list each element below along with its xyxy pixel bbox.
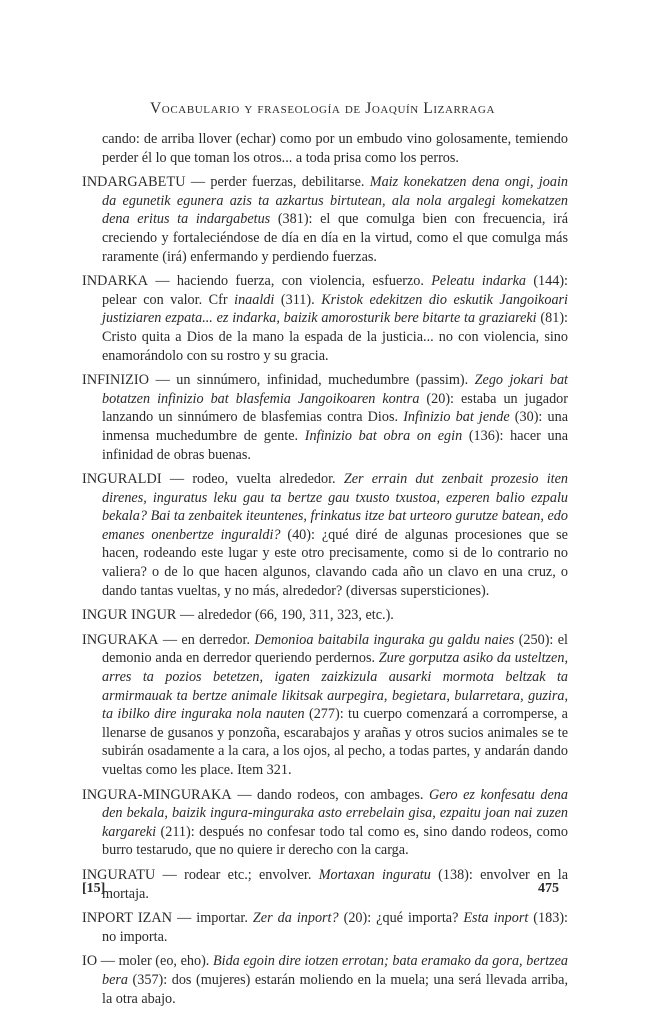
basque-quotation: Zure gorputza asiko da usteltzen, arres ta pozios betetzen, igaten zaizkizula ausarki mormota beltzak ta armirmauak ta bertze animale likitsak aurpegira, begietara, bularretara, guzira, ta ibilko dire inguraka nola nauten bbox=[102, 650, 568, 723]
basque-quotation: Peleatu indarka bbox=[431, 273, 527, 290]
entry-headword: IO bbox=[82, 953, 98, 970]
basque-quotation: Esta inport bbox=[463, 910, 529, 927]
basque-quotation: Demonioa baitabila inguraka gu galdu naies bbox=[254, 631, 515, 648]
dictionary-entry bbox=[82, 631, 568, 780]
dictionary-entry bbox=[82, 606, 568, 625]
entry-text: (250): el demonio anda en derredor queriendo perdernos. bbox=[102, 631, 568, 667]
basque-quotation: Zer da inport? bbox=[252, 910, 339, 927]
entry-text: (136): hacer una infinidad de obras buenas. bbox=[102, 427, 568, 463]
entry-text: (381): el que comulga bien con frecuencia, irá creciendo y fortaleciéndose de día en día en la virtud, como el que comulga más raramente (irá) enfermando y perdiendo fuerzas. bbox=[102, 211, 568, 265]
dictionary-entry bbox=[82, 272, 568, 365]
dictionary-entry bbox=[82, 173, 568, 266]
basque-quotation: Infinizio bat jende bbox=[403, 409, 510, 426]
basque-quotation: Zer errain dut zenbait prozesio iten direnes, inguratus leku gau ta bertze gau txusto txustoa, ezperen balio ezpalu bekala? Bai ta zenbaitek iteuntenes, frinkatus itze bat urteoro gurutze batean, edo emanes onenbertze inguraldi? bbox=[102, 471, 568, 543]
entry-text: (211): después no confesar todo tal como es, sino dando rodeos, como burro testarudo, que no quiere ir derecho con la carga. bbox=[102, 823, 568, 859]
entry-text: (183): no importa. bbox=[102, 910, 568, 945]
basque-quotation: Infinizio bat obra on egin bbox=[304, 427, 463, 444]
entry-text: — rodear etc.; envolver. bbox=[155, 866, 319, 883]
page-number: 475 bbox=[538, 881, 559, 896]
basque-quotation: Maiz konekatzen dena ongi, joain da egunetik egunera azis ta azkartus birtutean, ala nola argalegi komekatzen dena eritus ta indargabetus bbox=[102, 174, 568, 228]
entry-text: (144): pelear con valor. Cfr bbox=[102, 273, 568, 308]
entry-headword: INDARKA bbox=[82, 273, 149, 290]
entry-text: (357): dos (mujeres) estarán moliendo en la muela; una será llevada arriba, la otra abajo. bbox=[102, 971, 568, 1007]
dictionary-entry bbox=[82, 866, 568, 903]
running-head: Vocabulario y fraseología de Joaquín Lizarraga bbox=[150, 100, 495, 117]
entry-text: — moler (eo, eho). bbox=[97, 953, 213, 970]
entry-headword: INGURA-MINGURAKA bbox=[82, 786, 232, 803]
entry-text: — perder fuerzas, debilitarse. bbox=[185, 174, 370, 191]
dictionary-entry bbox=[82, 470, 568, 600]
entry-text: (138): envolver en la mortaja. bbox=[102, 866, 569, 902]
dictionary-entry bbox=[82, 371, 568, 464]
entry-text: — en derredor. bbox=[158, 631, 255, 648]
dictionary-entry bbox=[82, 909, 568, 946]
dictionary-entry bbox=[82, 786, 568, 860]
entry-headword: INGURAKA bbox=[82, 631, 159, 648]
entry-headword: INGURATU bbox=[82, 866, 156, 883]
basque-quotation: inaaldi bbox=[234, 291, 275, 308]
entry-text: — importar. bbox=[172, 910, 253, 927]
entry-text: — haciendo fuerza, con violencia, esfuerzo. bbox=[148, 273, 432, 290]
dictionary-body bbox=[82, 130, 568, 1014]
entry-headword: INDARGABETU bbox=[82, 174, 186, 191]
basque-quotation: Gero ez konfesatu dena den bekala, baizik ingura-minguraka asto errebelain gisa, ezpaitu joan nai zuzen kargareki bbox=[102, 786, 568, 840]
entry-text: (20): estaba un jugador lanzando un sinnúmero de blasfemias contra Dios. bbox=[102, 390, 568, 426]
entry-headword: INGURALDI bbox=[82, 471, 162, 488]
entry-text: — rodeo, vuelta alrededor. bbox=[161, 471, 344, 488]
basque-quotation: Kristok edekitzen dio eskutik Jangoikoari justiziaren ezpata... ez indarka, baizik amorosturik bere bitarte ta graziareki bbox=[102, 291, 568, 327]
entry-list bbox=[82, 173, 568, 1008]
basque-quotation: Zego jokari bat botatzen infinizio bat blasfemia Jangoikoaren kontra bbox=[102, 372, 568, 407]
entry-text: — alrededor (66, 190, 311, 323, etc.). bbox=[176, 607, 394, 624]
basque-quotation: Mortaxan inguratu bbox=[318, 866, 431, 883]
continuation-paragraph: cando: de arriba llover (echar) como por un embudo vino golosamente, temiendo perder él lo que toman los otros... a toda prisa como los perros. bbox=[102, 131, 568, 166]
entry-text: (40): ¿qué diré de algunas procesiones que se hacen, rodeando este lugar y este otro precisamente, como si de lo contrario no valiera? o de lo que hacen algunos, clavando cada año un clavo en una cruz, o dando tantas vueltas, y no más, alrededor? (diversas supersticiones). bbox=[102, 526, 568, 599]
footer-section-number: [15] bbox=[82, 881, 106, 896]
entry-text: — dando rodeos, con ambages. bbox=[231, 786, 429, 803]
entry-text: (81): Cristo quita a Dios de la mano la espada de la justicia... no con violencia, sino enamorándolo con su rostro y su gracia. bbox=[102, 310, 568, 364]
entry-headword: INPORT IZAN bbox=[82, 910, 173, 927]
entry-text: (311). bbox=[274, 291, 322, 308]
entry-text: — un sinnúmero, infinidad, muchedumbre (passim). bbox=[149, 372, 475, 389]
basque-quotation: Bida egoin dire iotzen errotan; bata eramako da gora, bertzea bera bbox=[102, 953, 568, 988]
entry-text: (277): tu cuerpo comenzará a corromperse, a llenarse de gusanos y ponzoña, escarabajos y arañas y otros sucios animales se te subirán osadamente a la cara, a los ojos, al pecho, a todas partes, y andarán dando vueltas como les place. Item 321. bbox=[102, 706, 568, 778]
entry-text: (30): una inmensa muchedumbre de gente. bbox=[102, 409, 568, 444]
entry-text: (20): ¿qué importa? bbox=[338, 910, 464, 927]
entry-headword: INGUR INGUR bbox=[82, 607, 177, 624]
entry-headword: INFINIZIO bbox=[82, 372, 150, 389]
